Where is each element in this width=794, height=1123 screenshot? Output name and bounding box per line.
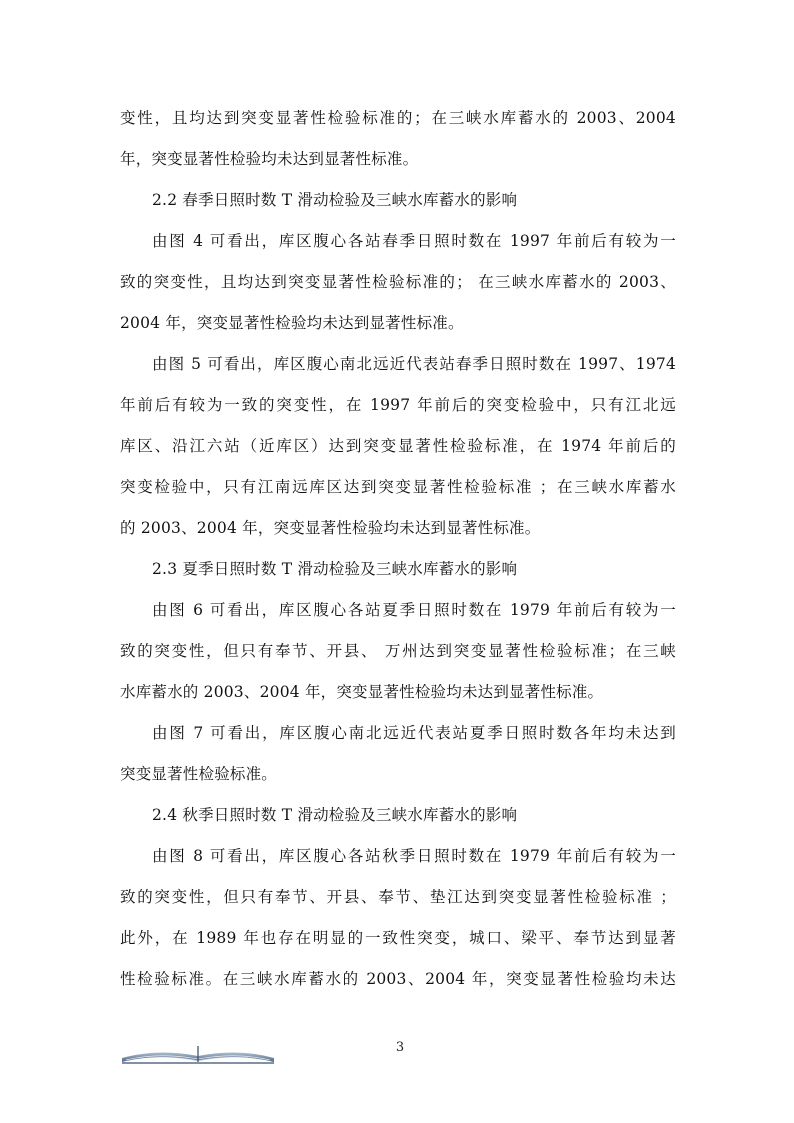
paragraph-line: 突变检验中，只有江南远库区达到突变显著性检验标准 ；在三峡水库蓄水: [120, 478, 676, 496]
paragraph-line: 由图 4 可看出，库区腹心各站春季日照时数在 1997 年前后有较为一: [152, 232, 676, 250]
body-text: [120, 98, 676, 1000]
section-heading-2-2: 2.2 春季日照时数 T 滑动检验及三峡水库蓄水的影响: [152, 191, 518, 209]
paragraph-line: 致的突变性，但只有奉节、开县、 万州达到突变显著性检验标准；在三峡: [120, 642, 676, 660]
paragraph-line: 由图 7 可看出，库区腹心南北远近代表站夏季日照时数各年均未达到: [152, 724, 676, 742]
paragraph-line: 由图 8 可看出，库区腹心各站秋季日照时数在 1979 年前后有较为一: [152, 847, 676, 865]
paragraph-line: 的 2003、2004 年，突变显著性检验均未达到显著性标准。: [120, 519, 541, 537]
section-heading-2-3: 2.3 夏季日照时数 T 滑动检验及三峡水库蓄水的影响: [152, 560, 518, 578]
paragraph-line: 致的突变性，但只有奉节、开县、奉节、垫江达到突变显著性检验标准 ；: [120, 888, 676, 906]
page-number: 3: [395, 1040, 405, 1055]
paragraph-line: 致的突变性，且均达到突变显著性检验标准的； 在三峡水库蓄水的 2003、: [120, 273, 676, 291]
paragraph-line: 年，突变显著性检验均未达到显著性标准。: [120, 150, 419, 168]
paragraph-line: 由图 6 可看出，库区腹心各站夏季日照时数在 1979 年前后有较为一: [152, 601, 676, 619]
paragraph-line: 水库蓄水的 2003、2004 年，突变显著性检验均未达到显著性标准。: [120, 683, 604, 701]
paragraph-line: 年前后有较为一致的突变性，在 1997 年前后的突变检验中，只有江北远: [120, 396, 676, 414]
paragraph-line: 库区、沿江六站（近库区）达到突变显著性检验标准，在 1974 年前后的: [120, 437, 676, 455]
open-book-icon: [118, 1040, 278, 1070]
paragraph-line: 2004 年，突变显著性检验均未达到显著性标准。: [120, 314, 464, 332]
paragraph-line: 由图 5 可看出，库区腹心南北远近代表站春季日照时数在 1997、1974: [152, 355, 676, 373]
section-heading-2-4: 2.4 秋季日照时数 T 滑动检验及三峡水库蓄水的影响: [152, 806, 518, 824]
paragraph-line: 突变显著性检验标准。: [120, 765, 278, 783]
paragraph-line: 性检验标准。在三峡水库蓄水的 2003、2004 年，突变显著性检验均未达: [120, 970, 676, 988]
paragraph-line: 变性，且均达到突变显著性检验标准的；在三峡水库蓄水的 2003、2004: [120, 109, 676, 127]
paragraph-line: 此外，在 1989 年也存在明显的一致性突变，城口、梁平、奉节达到显著: [120, 929, 676, 947]
